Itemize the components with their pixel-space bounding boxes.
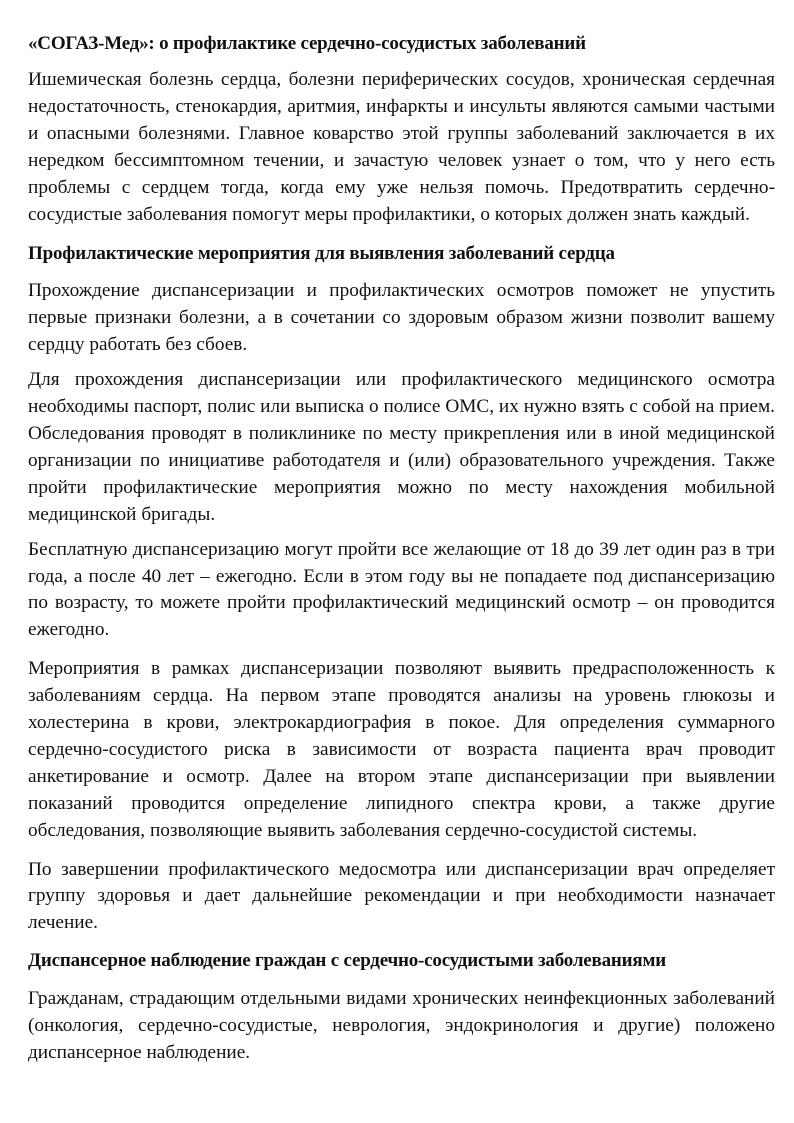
- paragraph: Прохождение диспансеризации и профилактических осмотров поможет не упустить первые признаки болезни, а в сочетании со здоровым образом жизни позволит вашему сердцу работать без сбоев.: [28, 280, 775, 356]
- intro-paragraph: Ишемическая болезнь сердца, болезни периферических сосудов, хроническая сердечная недостаточность, стенокардия, аритмия, инфаркты и инсульты являются самыми частыми и опасными болезнями. Главное коварство этой группы заболеваний заключается в их нередком бессимптомном течении, и зачастую человек узнает о том, что у него есть проблемы с сердцем тогда, когда ему уже нельзя помочь. Предотвратить сердечно-сосудистые заболевания помогут меры профилактики, о которых должен знать каждый.: [28, 69, 775, 225]
- section-heading: Профилактические мероприятия для выявления заболеваний сердца: [28, 243, 615, 265]
- document-page: [28, 4, 775, 1067]
- section-dispensary-observation: [28, 947, 775, 1067]
- paragraph: Гражданам, страдающим отдельными видами хронических неинфекционных заболеваний (онкология, сердечно-сосудистые, неврология, эндокринология и другие) положено диспансерное наблюдение.: [28, 988, 775, 1064]
- section-prevention-measures: [28, 240, 775, 937]
- section-heading: Диспансерное наблюдение граждан с сердечно-сосудистыми заболеваниями: [28, 950, 666, 972]
- paragraph: Бесплатную диспансеризацию могут пройти все желающие от 18 до 39 лет один раз в три года, а после 40 лет – ежегодно. Если в этом году вы не попадаете под диспансеризацию по возрасту, то можете пройти профилактический медицинский осмотр – он проводится ежегодно.: [28, 538, 775, 641]
- document-title: «СОГАЗ-Мед»: о профилактике сердечно-сосудистых заболеваний: [28, 33, 586, 54]
- paragraph: Для прохождения диспансеризации или профилактического медицинского осмотра необходимы паспорт, полис или выписка о полисе ОМС, их нужно взять с собой на прием. Обследования проводят в поликлинике по месту прикрепления или в иной медицинской организации по инициативе работодателя и (или) образовательного учреждения. Также пройти профилактические мероприятия можно по месту нахождения мобильной медицинской бригады.: [28, 369, 775, 525]
- paragraph: По завершении профилактического медосмотра или диспансеризации врач определяет группу здоровья и дает дальнейшие рекомендации и при необходимости назначает лечение.: [28, 858, 775, 934]
- paragraph: Мероприятия в рамках диспансеризации позволяют выявить предрасположенность к заболеваниям сердца. На первом этапе проводятся анализы на уровень глюкозы и холестерина в крови, электрокардиография в покое. Для определения суммарного сердечно-сосудистого риска в зависимости от возраста пациента врач проводит анкетирование и осмотр. Далее на втором этапе диспансеризации при выявлении показаний проводится определение липидного спектра крови, а также другие обследования, позволяющие выявить заболевания сердечно-сосудистой системы.: [28, 658, 775, 841]
